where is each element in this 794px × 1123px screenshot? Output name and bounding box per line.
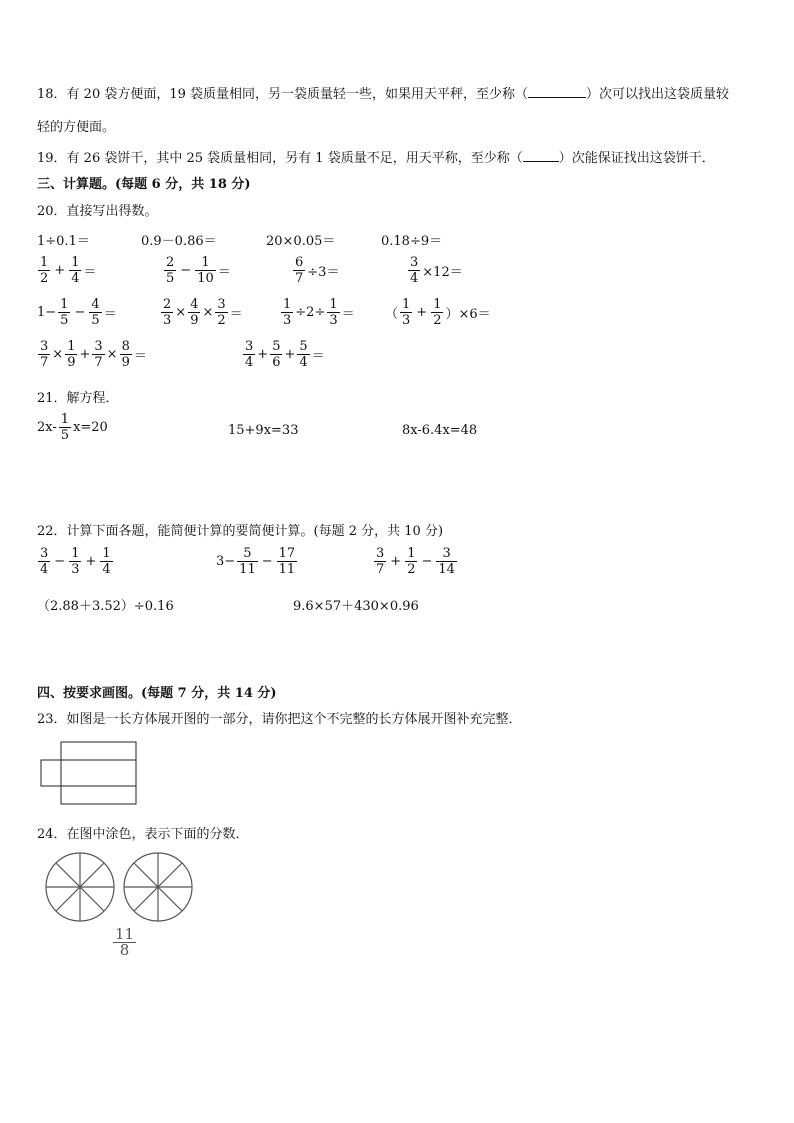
q19-answer-blank[interactable] — [523, 161, 559, 162]
fraction: $\frac{3}{7}$ — [94, 339, 103, 370]
fraction: $\frac{3}{4}$ — [410, 255, 419, 286]
q22-expr-5: 9.6×57＋430×0.96 — [293, 599, 419, 614]
fraction: $\frac{1}{2}$ — [433, 297, 442, 328]
fraction: $\frac{2}{3}$ — [163, 297, 172, 328]
q19 — [37, 147, 715, 166]
section-3-heading: 三、计算题。(每题 6 分，共 18 分) — [37, 177, 251, 192]
fraction: $\frac{1}{10}$ — [197, 255, 214, 286]
q21-equation-3: 8x-6.4x=48 — [402, 423, 478, 438]
q22-expr-2: 3− $\frac{5}{11}$ − $\frac{17}{11}$ — [216, 546, 296, 577]
fraction: $\frac{3}{4}$ — [40, 546, 49, 577]
net-face-left — [41, 760, 61, 786]
fraction: $\frac{1}{5}$ — [60, 297, 69, 328]
q20-row2-expr-4: $\frac{3}{4}$ ×12＝ — [410, 255, 463, 286]
section-4-heading: 四、按要求画图。(每题 7 分，共 14 分) — [37, 686, 277, 701]
q22-expr-1: $\frac{3}{4}$ − $\frac{1}{3}$ + $\frac{1}{4}$ — [40, 546, 111, 577]
q20-row1-item: 20×0.05＝ — [266, 234, 336, 249]
q20-row1-item: 1÷0.1＝ — [37, 234, 90, 249]
fraction: $\frac{3}{7}$ — [376, 546, 385, 577]
q22-title: 22．计算下面各题，能简便计算的要简便计算。(每题 2 分，共 10 分) — [37, 524, 444, 539]
fraction: $\frac{2}{5}$ — [166, 255, 175, 286]
fraction: $\frac{3}{4}$ — [245, 339, 254, 370]
q20-row3-expr-4: （ $\frac{1}{3}$ + $\frac{1}{2}$ ）×6＝ — [385, 297, 491, 328]
fraction: $\frac{3}{2}$ — [217, 297, 226, 328]
fraction: $\frac{4}{5}$ — [91, 297, 100, 328]
q18-text-end: ）次可以找出这袋质量较 — [586, 87, 730, 102]
q21-equation-2: 15+9x=33 — [228, 423, 299, 438]
q20-row4-expr-1: $\frac{3}{7}$ × $\frac{1}{9}$ + $\frac{3}{7}$ × $\frac{8}{9}$ ＝ — [40, 339, 147, 370]
fraction: $\frac{17}{11}$ — [278, 546, 296, 577]
q19-text: 19．有 26 袋饼干，其中 25 袋质量相同，另有 1 袋质量不足，用天平称，至少称（ — [37, 151, 523, 166]
fraction: $\frac{5}{4}$ — [299, 339, 308, 370]
q20-row3-expr-1: 1− $\frac{1}{5}$ − $\frac{4}{5}$ ＝ — [37, 297, 117, 328]
fraction: $\frac{1}{3}$ — [71, 546, 80, 577]
q20-title: 20．直接写出得数。 — [37, 204, 158, 219]
net-face-middle — [61, 760, 136, 786]
circle-fraction-figure-2[interactable] — [122, 851, 194, 923]
fraction: $\frac{1}{3}$ — [329, 297, 338, 328]
fraction: $\frac{5}{11}$ — [239, 546, 256, 577]
fraction: $\frac{3}{14}$ — [438, 546, 455, 577]
q23-text: 23．如图是一长方体展开图的一部分，请你把这个不完整的长方体展开图补充完整． — [37, 712, 522, 727]
fraction: $\frac{1}{5}$ — [60, 412, 70, 443]
fraction: $\frac{1}{4}$ — [71, 255, 80, 286]
q20-row4-expr-2: $\frac{3}{4}$ + $\frac{5}{6}$ + $\frac{5}{4}$ ＝ — [245, 339, 325, 370]
q18-answer-blank[interactable] — [528, 97, 586, 98]
q24-title: 24．在图中涂色，表示下面的分数． — [37, 827, 249, 842]
fraction: $\frac{3}{7}$ — [40, 339, 49, 370]
cuboid-net-figure — [40, 741, 140, 805]
q20-row1-item: 0.9－0.86＝ — [141, 234, 217, 249]
fraction: $\frac{6}{7}$ — [295, 255, 304, 286]
fraction: $\frac{8}{9}$ — [121, 339, 130, 370]
q20-row2-expr-3: $\frac{6}{7}$ ÷3＝ — [295, 255, 340, 286]
fraction: $\frac{1}{3}$ — [283, 297, 292, 328]
q21-equation-1: 2x- $\frac{1}{5}$ x=20 — [37, 412, 108, 443]
q18-line1 — [37, 83, 729, 102]
fraction: $\frac{5}{6}$ — [272, 339, 281, 370]
q22-expr-4: （2.88＋3.52）÷0.16 — [37, 599, 174, 614]
q20-row3-expr-2: $\frac{2}{3}$ × $\frac{4}{9}$ × $\frac{3}{2}$ ＝ — [163, 297, 243, 328]
fraction: $\frac{1}{4}$ — [102, 546, 111, 577]
net-face-top — [61, 742, 136, 760]
fraction: $\frac{1}{2}$ — [407, 546, 416, 577]
q21-title: 21．解方程． — [37, 391, 119, 406]
q18-text: 18．有 20 袋方便面，19 袋质量相同，另一袋质量轻一些，如果用天平秤，至少称（ — [37, 87, 529, 102]
net-face-bottom — [61, 786, 136, 804]
fraction: $\frac{1}{3}$ — [402, 297, 411, 328]
q22-expr-3: $\frac{3}{7}$ + $\frac{1}{2}$ − $\frac{3}{14}$ — [376, 546, 455, 577]
q20-row1-item: 0.18÷9＝ — [381, 234, 443, 249]
q18-line2: 轻的方便面。 — [37, 120, 116, 135]
q19-text-end: ）次能保证找出这袋饼干． — [558, 151, 715, 166]
fraction: $\frac{1}{9}$ — [67, 339, 76, 370]
fraction: $\frac{4}{9}$ — [190, 297, 199, 328]
q20-row2-expr-1: $\frac{1}{2}$ + $\frac{1}{4}$ ＝ — [40, 255, 97, 286]
q20-row2-expr-2: $\frac{2}{5}$ − $\frac{1}{10}$ ＝ — [166, 255, 231, 286]
fraction: $\frac{1}{2}$ — [40, 255, 49, 286]
circle-fraction-figure-1[interactable] — [44, 851, 116, 923]
q24-fraction: $\frac{11}{8}$ — [115, 925, 135, 959]
q20-row3-expr-3: $\frac{1}{3}$ ÷2÷ $\frac{1}{3}$ ＝ — [283, 297, 355, 328]
